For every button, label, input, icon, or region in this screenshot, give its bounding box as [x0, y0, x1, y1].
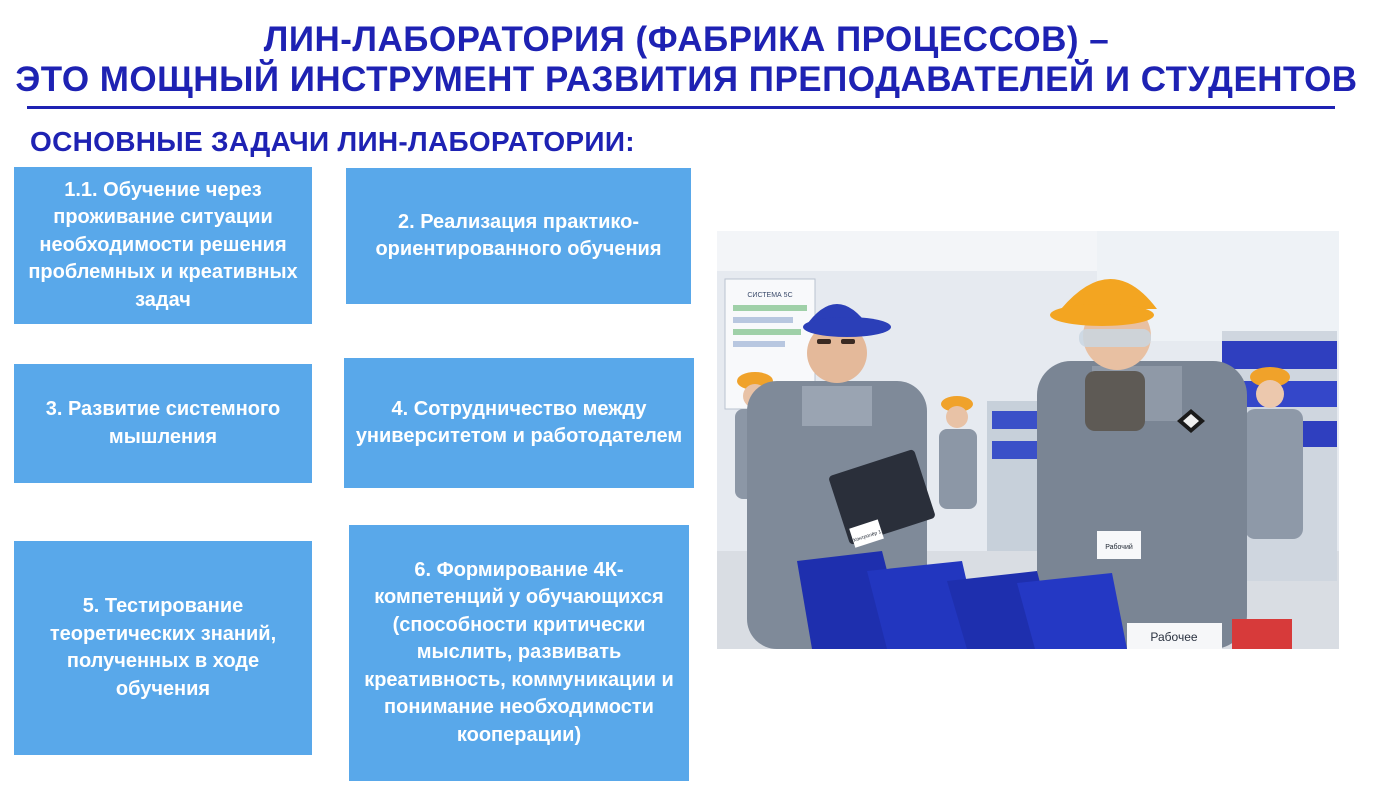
task-box-1 [14, 167, 312, 324]
section-subtitle: ОСНОВНЫЕ ЗАДАЧИ ЛИН-ЛАБОРАТОРИИ: [30, 126, 635, 157]
clipboard-label: Контролёр 1 [852, 529, 883, 544]
task-box-2-text: 2. Реализация практико-ориентированного обучения [375, 210, 662, 260]
task-box-3-text: 3. Развитие системного мышления [45, 398, 281, 448]
task-box-4 [344, 358, 694, 488]
task-box-6 [349, 525, 689, 781]
badge-label: Рабочий [1105, 544, 1133, 551]
poster-text: СИСТЕМА 5С [747, 292, 793, 299]
task-box-1-text: 1.1. Обучение через проживание ситуации необходимости решения проблемных и креативных задач [28, 178, 298, 311]
task-box-3 [14, 364, 312, 483]
task-box-6-text: 6. Формирование 4К-компетенций у обучающихся (способности критически мыслить, развивать креативность, коммуникации и понимание необходимости кооперации) [364, 558, 674, 746]
task-box-4-text: 4. Сотрудничество между университетом и работодателем [355, 397, 683, 447]
table-sign: Рабочее [1150, 630, 1198, 644]
page-title-line-2: ЭТО МОЩНЫЙ ИНСТРУМЕНТ РАЗВИТИЯ ПРЕПОДАВАТЕЛЕЙ И СТУДЕНТОВ [15, 60, 1358, 99]
page-title-line-1: ЛИН-ЛАБОРАТОРИЯ (ФАБРИКА ПРОЦЕССОВ) – [263, 20, 1110, 59]
task-box-5-text: 5. Тестирование теоретических знаний, полученных в ходе обучения [49, 595, 277, 700]
title-divider [27, 106, 1335, 109]
task-box-2 [346, 168, 691, 304]
lab-photo [717, 231, 1339, 649]
lab-photo-illustration [717, 231, 1339, 649]
task-box-5 [14, 541, 312, 755]
